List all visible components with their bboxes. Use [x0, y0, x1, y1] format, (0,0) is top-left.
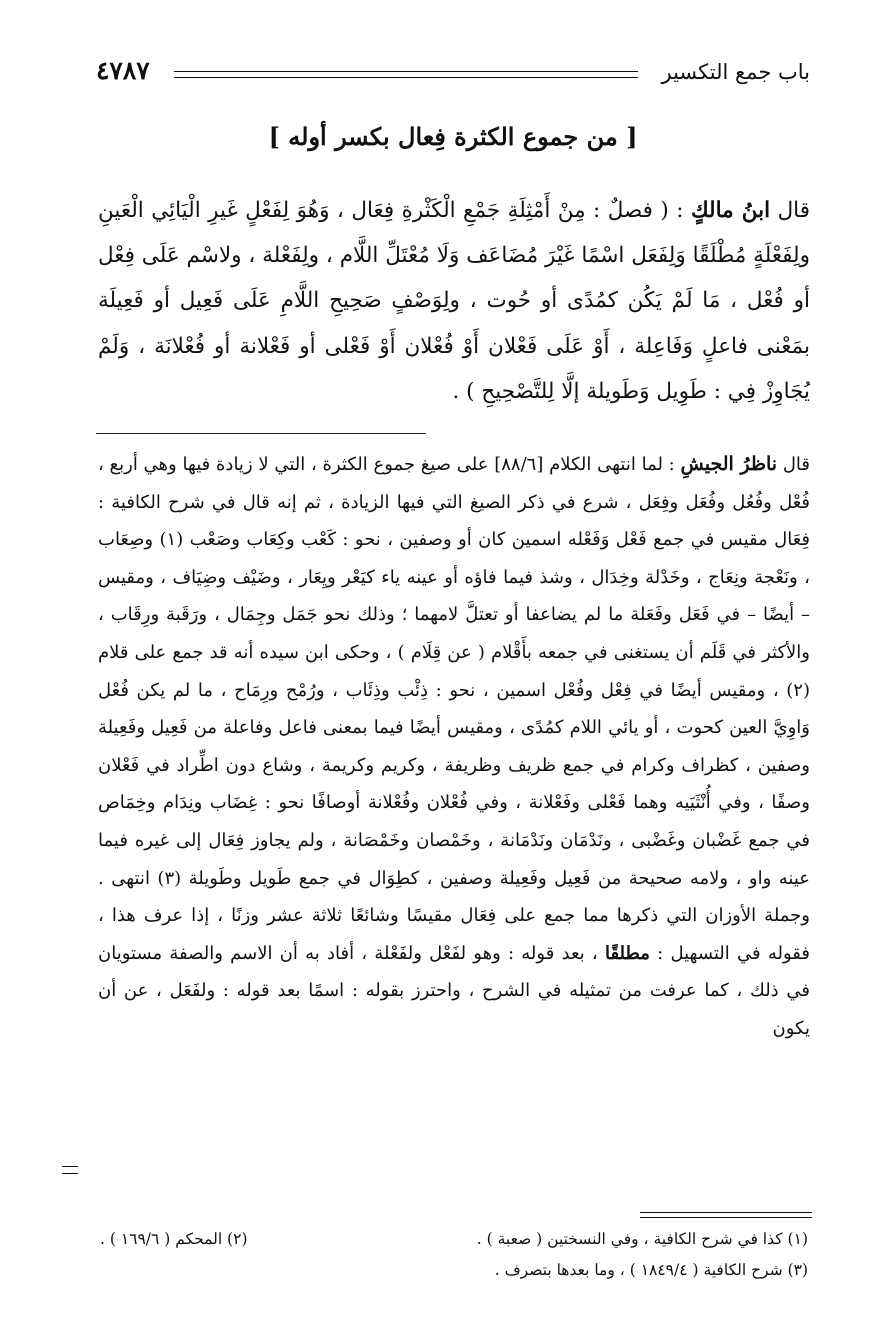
commentary-speaker-name: ناظرُ الجيشِ: [680, 453, 778, 475]
page-number: ٤٧٨٧: [96, 56, 150, 85]
footnote-row: [100, 1224, 808, 1255]
commentary-body-part1: : لما انتهى الكلام [٨٨/٦] على صيغ جموع الكثرة ، التي لا زيادة فيها وهي أربع ، فُعْل وفُعُل وفُعَل وفِعَل ، شرع في ذكر الصيغ التي فيها الزيادة ، ثم إنه قال في شرح الكافية : فِعَال مقيس في جمع فَعْل وَفَعْله اسمين كان أو وصفين ، نحو : كَعْب وكِعَاب وصَعْب (١) وصِعَاب ، ونَعْجة ونِعَاج ، وخَدْلة وخِدَال ، وشذ فيما فاؤه أو عينه ياء كيَعْر ويِعَار ، وضَيْف وضِيَاف ، ومقيس – أيضًا – في فَعَل وفَعَلة ما لم يضاعفا أو تعتلَّ لامهما ؛ وذلك نحو جَمَل وجِمَال ، ورَقَبة ورِقَاب ، والأكثر في قَلَم أن يستغنى في جمعه بأَقْلام ( عن قِلَام ) ، وحكى ابن سيده أنه قد جمع على قلام (٢) ، ومقيس أيضًا في فِعْل وفُعْل اسمين ، نحو : ذِئْب وذِئَاب ، ورُمْح ورِمَاح ، ما لم يكن فُعْل وَاوِيَّ العين كحوت ، أو يائي اللام كمُدًى ، ومقيس أيضًا فيما بمعنى فاعل وفاعلة من فَعِيل وفَعِيلة وصفين ، كظراف وكرام في جمع ظريف وظريفة ، وكريم وكريمة ، وشاع دون اطِّراد في فَعْلان وصفًا ، وفي أُنْثَيَيه وهما فَعْلى وفَعْلانة ، وفي فُعْلان وفُعْلانة أوصافًا نحو : غِضَاب ونِدَام وخِمَاص في جمع غَضْبان وغَضْبى ، ونَدْمَان ونَدْمَانة ، وخَمْصان وخَمْصَانة ، ولم يجاوز فِعَال إلى غيره فيما عينه واو ، ولامه صحيحة من فَعِيل وفَعِيلة وصفين ، كطِوَال في جمع طَويل وطَويلة (٣) انتهى . وجملة الأوزان التي ذكرها مما جمع على فِعَال مقيسًا وشائعًا ثلاثة عشر وزنًا ، إذا عرف هذا ، فقوله في التسهيل :: [98, 454, 811, 964]
footnote-2: (٢) المحكم ( ١٦٩/٦ ) .: [100, 1230, 248, 1248]
commentary-body-part2: ، بعد قوله : وهو لفَعْل ولفَعْلة ، أفاد به أن الاسم والصفة مستويان في ذلك ، كما عرفت من تمثيله في الشرح ، واحترز بقوله : اسمًا بعد قوله : ولفَعَل ، عن أن يكون: [98, 942, 810, 1039]
matn-text-block: [98, 188, 810, 414]
running-header: [96, 58, 810, 88]
footnote-rule: [640, 1212, 812, 1218]
header-rule: [174, 71, 638, 78]
commentary-bold-term: مطلقًا: [604, 942, 650, 964]
commentary-lead: قال: [782, 454, 810, 475]
footnote-3: (٣) شرح الكافية ( ١٨٤٩/٤ ) ، وما بعدها بتصرف .: [494, 1261, 808, 1279]
section-heading: [ من جموع الكثرة فِعال بكسر أوله ]: [268, 122, 638, 151]
footnote-1: (١) كذا في شرح الكافية ، وفي النسختين ( صعبة ) .: [476, 1230, 808, 1248]
commentary-block: [98, 446, 810, 1048]
footnotes-block: [100, 1224, 808, 1286]
matn-body: : ( فصلٌ : مِنْ أَمْثِلَةِ جَمْعِ الْكَثْرةِ فِعَال ، وَهُوَ لِفَعْلٍ غَيرِ الْيَائِي الْعَينِ ولِفَعْلَةٍ مُطْلَقًا وَلِفَعَل اسْمًا غَيْرَ مُضَاعَف وَلَا مُعْتَلِّ اللَّام ، ولِفَعْلة ، ولاسْم عَلَى فِعْل أو فُعْل ، مَا لَمْ يَكُن كمُدًى أو حُوت ، ولِوَصْفٍ صَحِيحِ اللَّامِ عَلَى فَعِيل أو فَعِيلَة بمَعْنى فاعلٍ وَفَاعِلة ، أَوْ عَلَى فَعْلان أَوْ فُعْلان أَوْ فَعْلى أو فَعْلانة أو فُعْلانَة ، وَلَمْ يُجَاوِزْ فِي : طَوِيل وَطَويلة إلَّا لِلتَّصْحِيحِ ) .: [98, 198, 810, 404]
chapter-title: باب جمع التكسير: [661, 60, 810, 84]
matn-divider: [96, 433, 426, 434]
continuation-mark: [62, 1166, 78, 1174]
matn-lead: قال: [777, 198, 811, 223]
matn-speaker-name: ابنُ مالكٍ: [690, 198, 771, 223]
